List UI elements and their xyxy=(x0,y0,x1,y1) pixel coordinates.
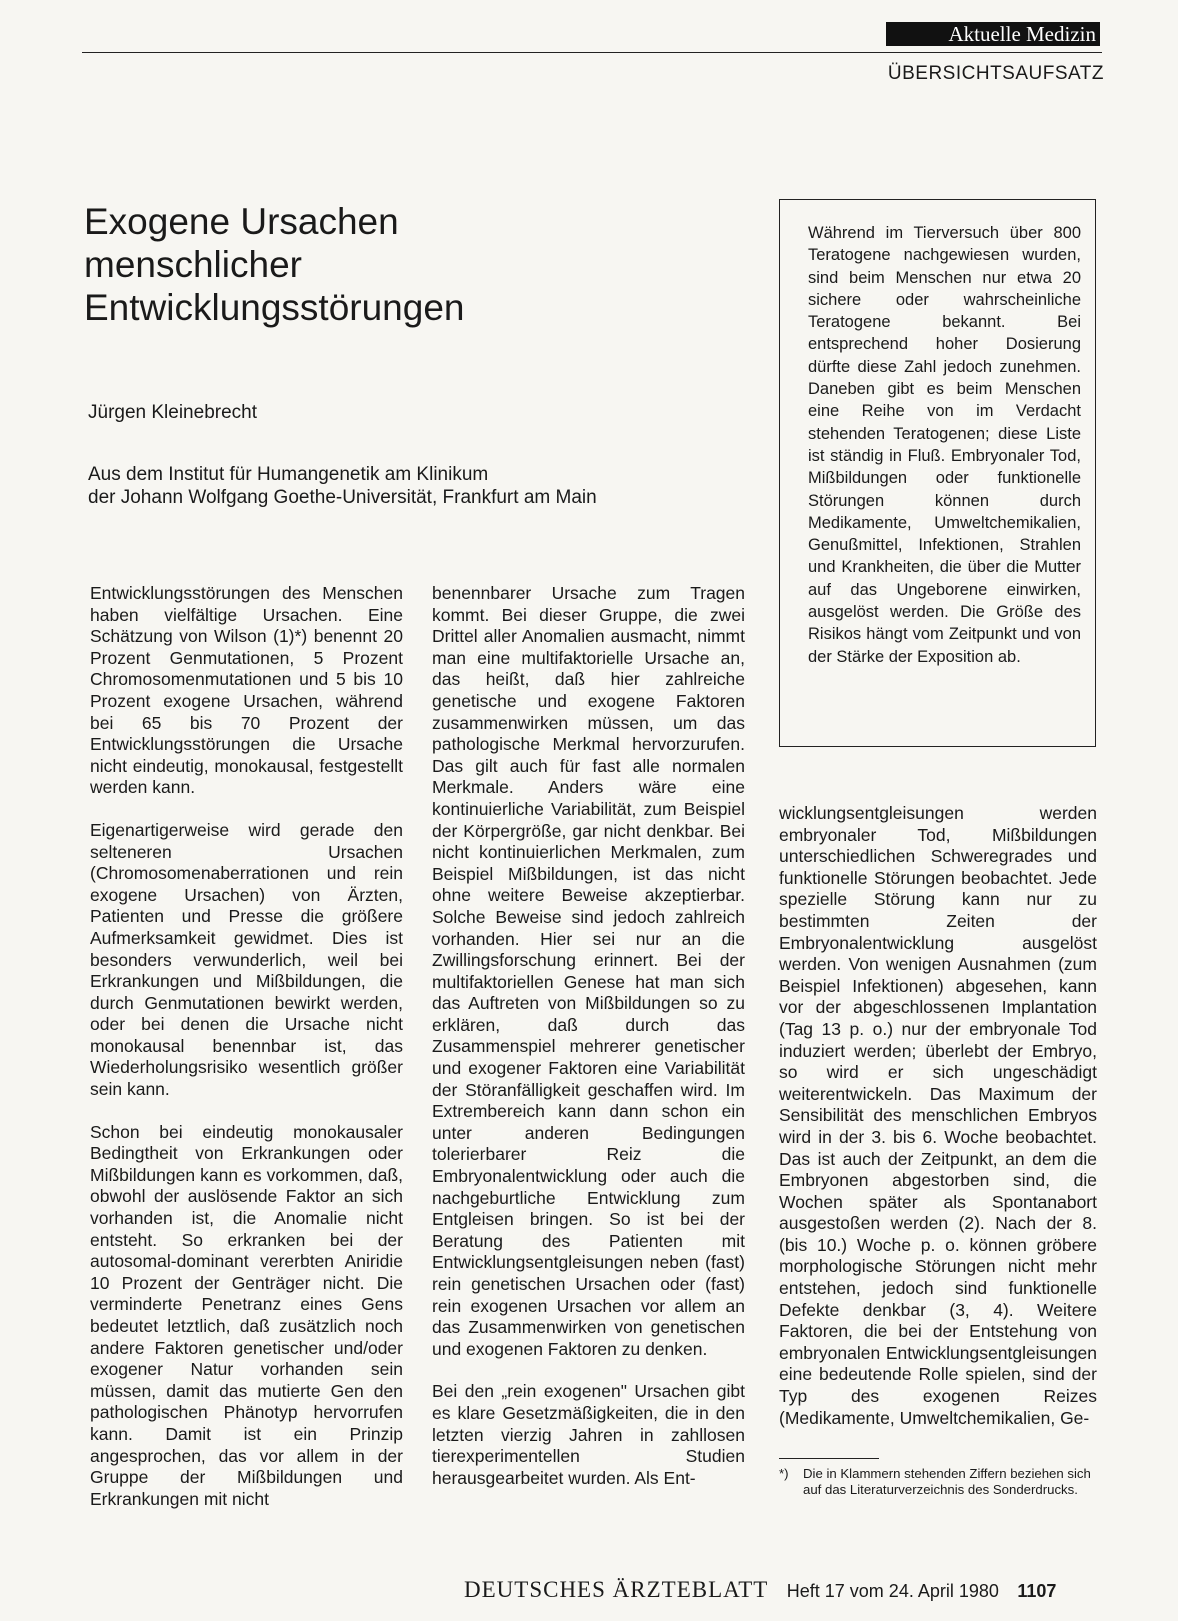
paragraph: benennbarer Ursache zum Tragen kommt. Bei dieser Gruppe, die zwei Drittel aller Anomalien ausmacht, nimmt man eine multifaktorielle Ursache an, das heißt, daß hier zahlreiche genetische und exogene Faktoren zusammenwirken müssen, um das pathologische Merkmal hervorzurufen. Das gilt auch für fast alle normalen Merkmale. Anders wäre eine kontinuierliche Variabilität, zum Beispiel der Körpergröße, gar nicht denkbar. Bei nicht kontinuierlichen Merkmalen, zum Beispiel Mißbildungen, ist das nicht ohne weitere Beweise akzeptierbar. Solche Beweise sind jedoch zahlreich vorhanden. Hier sei nur an die Zwillingsforschung erinnert. Bei der multifaktoriellen Genese hat man sich das Auftreten von Mißbildungen so zu erklären, daß durch das Zusammenspiel mehrerer genetischer und exogener Faktoren eine Variabilität der Störanfälligkeit geschaffen wird. Im Extrembereich kann dann schon ein unter anderen Bedingungen tolerierbarer Reiz die Embryonalentwicklung oder auch die nachgeburtliche Entwicklung zum Entgleisen bringen. So ist bei der Beratung des Patienten mit Entwicklungsentgleisungen neben (fast) rein genetischen Ursachen oder (fast) rein exogenen Ursachen vor allem an das Zusammenwirken von genetischen und exogenen Faktoren zu denken. xyxy=(432,583,745,1359)
journal-name: DEUTSCHES ÄRZTEBLATT xyxy=(464,1577,769,1602)
article-type: ÜBERSICHTSAUFSATZ xyxy=(887,63,1104,84)
article-title xyxy=(84,200,724,329)
body-column-2 xyxy=(432,583,745,1510)
paragraph: Eigenartigerweise wird gerade den selteneren Ursachen (Chromosomenaberrationen und rein exogene Ursachen) von Ärzten, Patienten und Presse die größere Aufmerksamkeit gewidmet. Dies ist besonders verwunderlich, weil bei Erkrankungen und Mißbildungen, die durch Genmutationen bewirkt werden, oder bei denen die Ursache nicht monokausal benennbar ist, das Wiederholungsrisiko wesentlich größer sein kann. xyxy=(90,819,403,1100)
footnote-rule xyxy=(779,1458,879,1459)
title-line: Entwicklungsstörungen xyxy=(84,287,465,328)
header-rule xyxy=(82,52,1102,53)
footnote-text: Die in Klammern stehenden Ziffern beziehen sich auf das Literaturverzeichnis des Sonderdrucks. xyxy=(803,1466,1091,1497)
section-tag: Aktuelle Medizin xyxy=(886,22,1100,46)
footnote xyxy=(779,1466,1097,1497)
paragraph: Schon bei eindeutig monokausaler Bedingtheit von Erkrankungen oder Mißbildungen kann es vorkommen, daß, obwohl der auslösende Faktor an sich vorhanden ist, die Anomalie nicht entsteht. So erkranken bei der autosomal-dominant vererbten Aniridie 10 Prozent der Genträger nicht. Die verminderte Penetranz eines Gens bedeutet letztlich, daß zusätzlich noch andere Faktoren genetischer und/oder exogener Natur vorhanden sein müssen, damit das mutierte Gen den pathologischen Phänotyp hervorrufen kann. Damit ist ein Prinzip angesprochen, das vor allem in der Gruppe der Mißbildungen und Erkrankungen mit nicht xyxy=(90,1121,403,1509)
affiliation-line: Aus dem Institut für Humangenetik am Klinikum xyxy=(88,464,489,485)
footnote-mark: *) xyxy=(779,1466,789,1481)
page-number: 1107 xyxy=(1017,1581,1057,1601)
paragraph: Entwicklungsstörungen des Menschen haben vielfältige Ursachen. Eine Schätzung von Wilson (1)*) benennt 20 Prozent Genmutationen, 5 Prozent Chromosomenmutationen und 5 bis 10 Prozent exogene Ursachen, während bei 65 bis 70 Prozent der Entwicklungsstörungen die Ursache nicht eindeutig, monokausal, festgestellt werden kann. xyxy=(90,583,403,798)
paragraph: Bei den „rein exogenen" Ursachen gibt es klare Gesetzmäßigkeiten, die in den letzten vierzig Jahren in zahllosen tierexperimentellen Studien herausgearbeitet wurden. Als Ent- xyxy=(432,1381,745,1488)
title-line: menschlicher xyxy=(84,244,302,285)
issue-info: Heft 17 vom 24. April 1980 xyxy=(786,1581,999,1601)
affiliation xyxy=(88,463,597,509)
body-column-3 xyxy=(779,803,1097,1450)
author: Jürgen Kleinebrecht xyxy=(88,402,257,423)
affiliation-line: der Johann Wolfgang Goethe-Universität, Frankfurt am Main xyxy=(88,487,597,508)
paragraph: wicklungsentgleisungen werden embryonaler Tod, Mißbildungen unterschiedlichen Schweregrades und funktionelle Störungen beobachtet. Jede spezielle Störung kann nur zu bestimmten Zeiten der Embryonalentwicklung ausgelöst werden. Von wenigen Ausnahmen (zum Beispiel Infektionen) abgesehen, kann vor der abgeschlossenen Implantation (Tag 13 p. o.) nur der embryonale Tod induziert werden; überlebt der Embryo, so wird er sich ungeschädigt weiterentwickeln. Das Maximum der Sensibilität des menschlichen Embryos wird in der 3. bis 6. Woche beobachtet. Das ist auch der Zeitpunkt, an dem die Embryonen abgestorben sind, die Wochen später als Spontanabort ausgestoßen werden (2). Nach der 8. (bis 10.) Woche p. o. können gröbere morphologische Störungen nicht mehr entstehen, jedoch sind funktionelle Defekte denkbar (3, 4). Weitere Faktoren, die bei der Entstehung von embryonalen Entwicklungsentgleisungen eine bedeutende Rolle spielen, sind der Typ des exogenen Reizes (Medikamente, Umweltchemikalien, Ge- xyxy=(779,803,1097,1428)
body-column-1 xyxy=(90,583,403,1531)
title-line: Exogene Ursachen xyxy=(84,201,399,242)
summary-box: Während im Tierversuch über 800 Teratogene nachgewiesen wurden, sind beim Menschen nur etwa 20 sichere oder wahrscheinliche Teratogene bekannt. Bei entsprechend hoher Dosierung dürfte diese Zahl jedoch zunehmen. Daneben gibt es beim Menschen eine Reihe von im Verdacht stehenden Teratogenen; diese Liste ist ständig in Fluß. Embryonaler Tod, Mißbildungen oder funktionelle Störungen können durch Medikamente, Umweltchemikalien, Genußmittel, Infektionen, Strahlen und Krankheiten, die über die Mutter auf das Ungeborene einwirken, ausgelöst werden. Die Größe des Risikos hängt vom Zeitpunkt und von der Stärke der Exposition ab. xyxy=(779,199,1096,747)
page-footer xyxy=(464,1577,1056,1603)
